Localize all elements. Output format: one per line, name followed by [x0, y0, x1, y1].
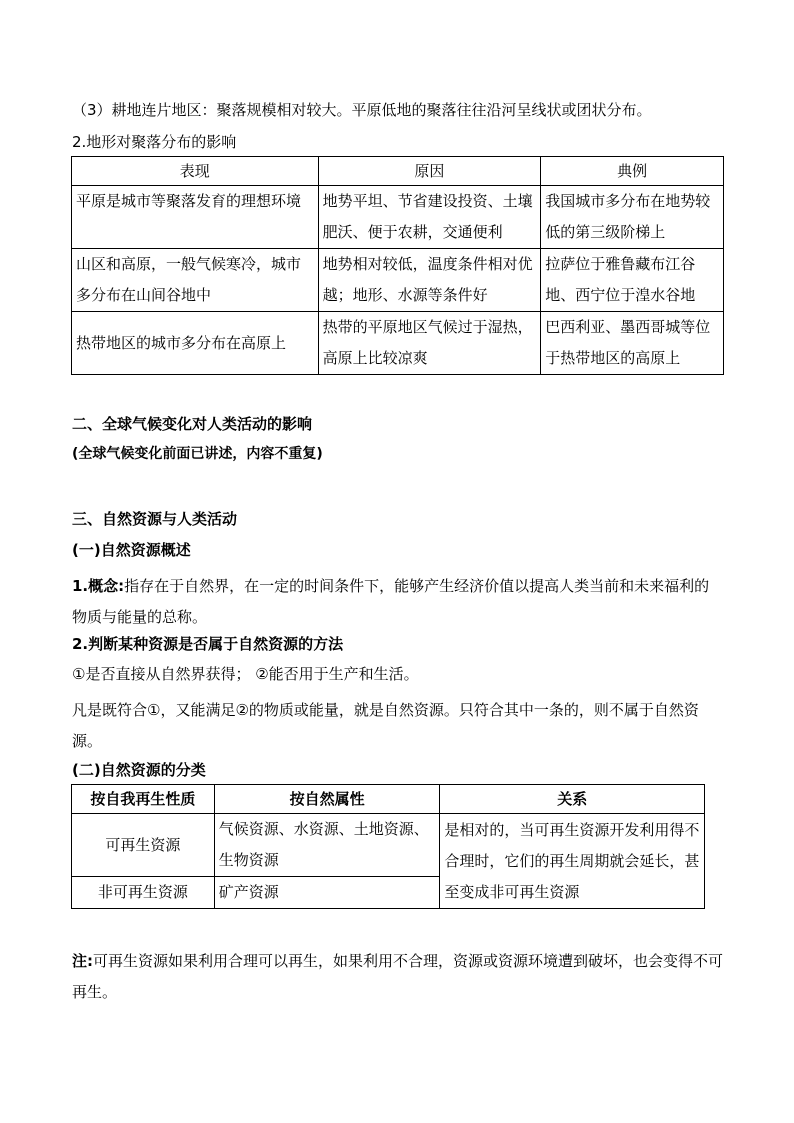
judge-heading: 2.判断某种资源是否属于自然资源的方法 [72, 635, 344, 653]
table-header: 原因 [318, 157, 541, 186]
subheading-overview: (一)自然资源概述 [72, 541, 191, 559]
table-cell: 地势相对较低，温度条件相对优越；地形、水源等条件好 [318, 249, 541, 312]
table-cell: 拉萨位于雅鲁藏布江谷地、西宁位于湟水谷地 [541, 249, 724, 312]
judge-paragraph: 凡是既符合①，又能满足②的物质或能量，就是自然资源。只符合其中一条的，则不属于自然资源。 [72, 701, 699, 750]
table-cell: 是相对的，当可再生资源开发利用得不合理时，它们的再生周期就会延长，甚至变成非可再生资源 [440, 814, 705, 909]
table-cell: 山区和高原，一般气候寒冷，城市多分布在山间谷地中 [72, 249, 319, 312]
note-paragraph [72, 946, 724, 1008]
table-cell: 非可再生资源 [72, 877, 215, 909]
table-header: 表现 [72, 157, 319, 186]
concept-label: 1.概念: [72, 577, 125, 595]
concept-paragraph [72, 571, 724, 633]
table-cell: 矿产资源 [214, 877, 440, 909]
table-header: 按自我再生性质 [72, 785, 215, 814]
table-header: 典例 [541, 157, 724, 186]
table-header-row [72, 157, 724, 186]
concept-text: 指存在于自然界，在一定的时间条件下，能够产生经济价值以提高人类当前和未来福利的物质与能量的总称。 [72, 577, 710, 626]
section-heading-climate: 二、全球气候变化对人类活动的影响 [72, 415, 313, 433]
table-cell: 我国城市多分布在地势较低的第三级阶梯上 [541, 186, 724, 249]
judge-items: ①是否直接从自然界获得； ②能否用于生产和生活。 [72, 665, 419, 683]
subheading-classification: (二)自然资源的分类 [72, 761, 206, 779]
table-cell: 地势平坦、节省建设投资、土壤肥沃、便于农耕，交通便利 [318, 186, 541, 249]
table-cell: 可再生资源 [72, 814, 215, 877]
table-cell: 巴西利亚、墨西哥城等位于热带地区的高原上 [541, 312, 724, 375]
subtitle-terrain-influence: 2.地形对聚落分布的影响 [72, 133, 237, 151]
table-cell: 平原是城市等聚落发育的理想环境 [72, 186, 319, 249]
table-row [72, 814, 705, 877]
section-heading-resources: 三、自然资源与人类活动 [72, 510, 238, 528]
table-header-row [72, 785, 705, 814]
note-text: 可再生资源如果利用合理可以再生，如果利用不合理，资源或资源环境遭到破坏，也会变得不可再生。 [72, 952, 724, 1001]
paragraph-farmland-settlement: （3）耕地连片地区：聚落规模相对较大。平原低地的聚落往往沿河呈线状或团状分布。 [72, 101, 652, 119]
table-cell: 热带的平原地区气候过于湿热，高原上比较凉爽 [318, 312, 541, 375]
resource-classification-table [71, 784, 705, 909]
table-row [72, 312, 724, 375]
table-cell: 气候资源、水资源、土地资源、生物资源 [214, 814, 440, 877]
table-row [72, 249, 724, 312]
note-label: 注: [72, 952, 93, 970]
table-row [72, 186, 724, 249]
terrain-settlement-table [71, 156, 724, 375]
table-cell: 热带地区的城市多分布在高原上 [72, 312, 319, 375]
table-header: 按自然属性 [214, 785, 440, 814]
section-note-climate: (全球气候变化前面已讲述，内容不重复) [72, 446, 323, 462]
table-header: 关系 [440, 785, 705, 814]
